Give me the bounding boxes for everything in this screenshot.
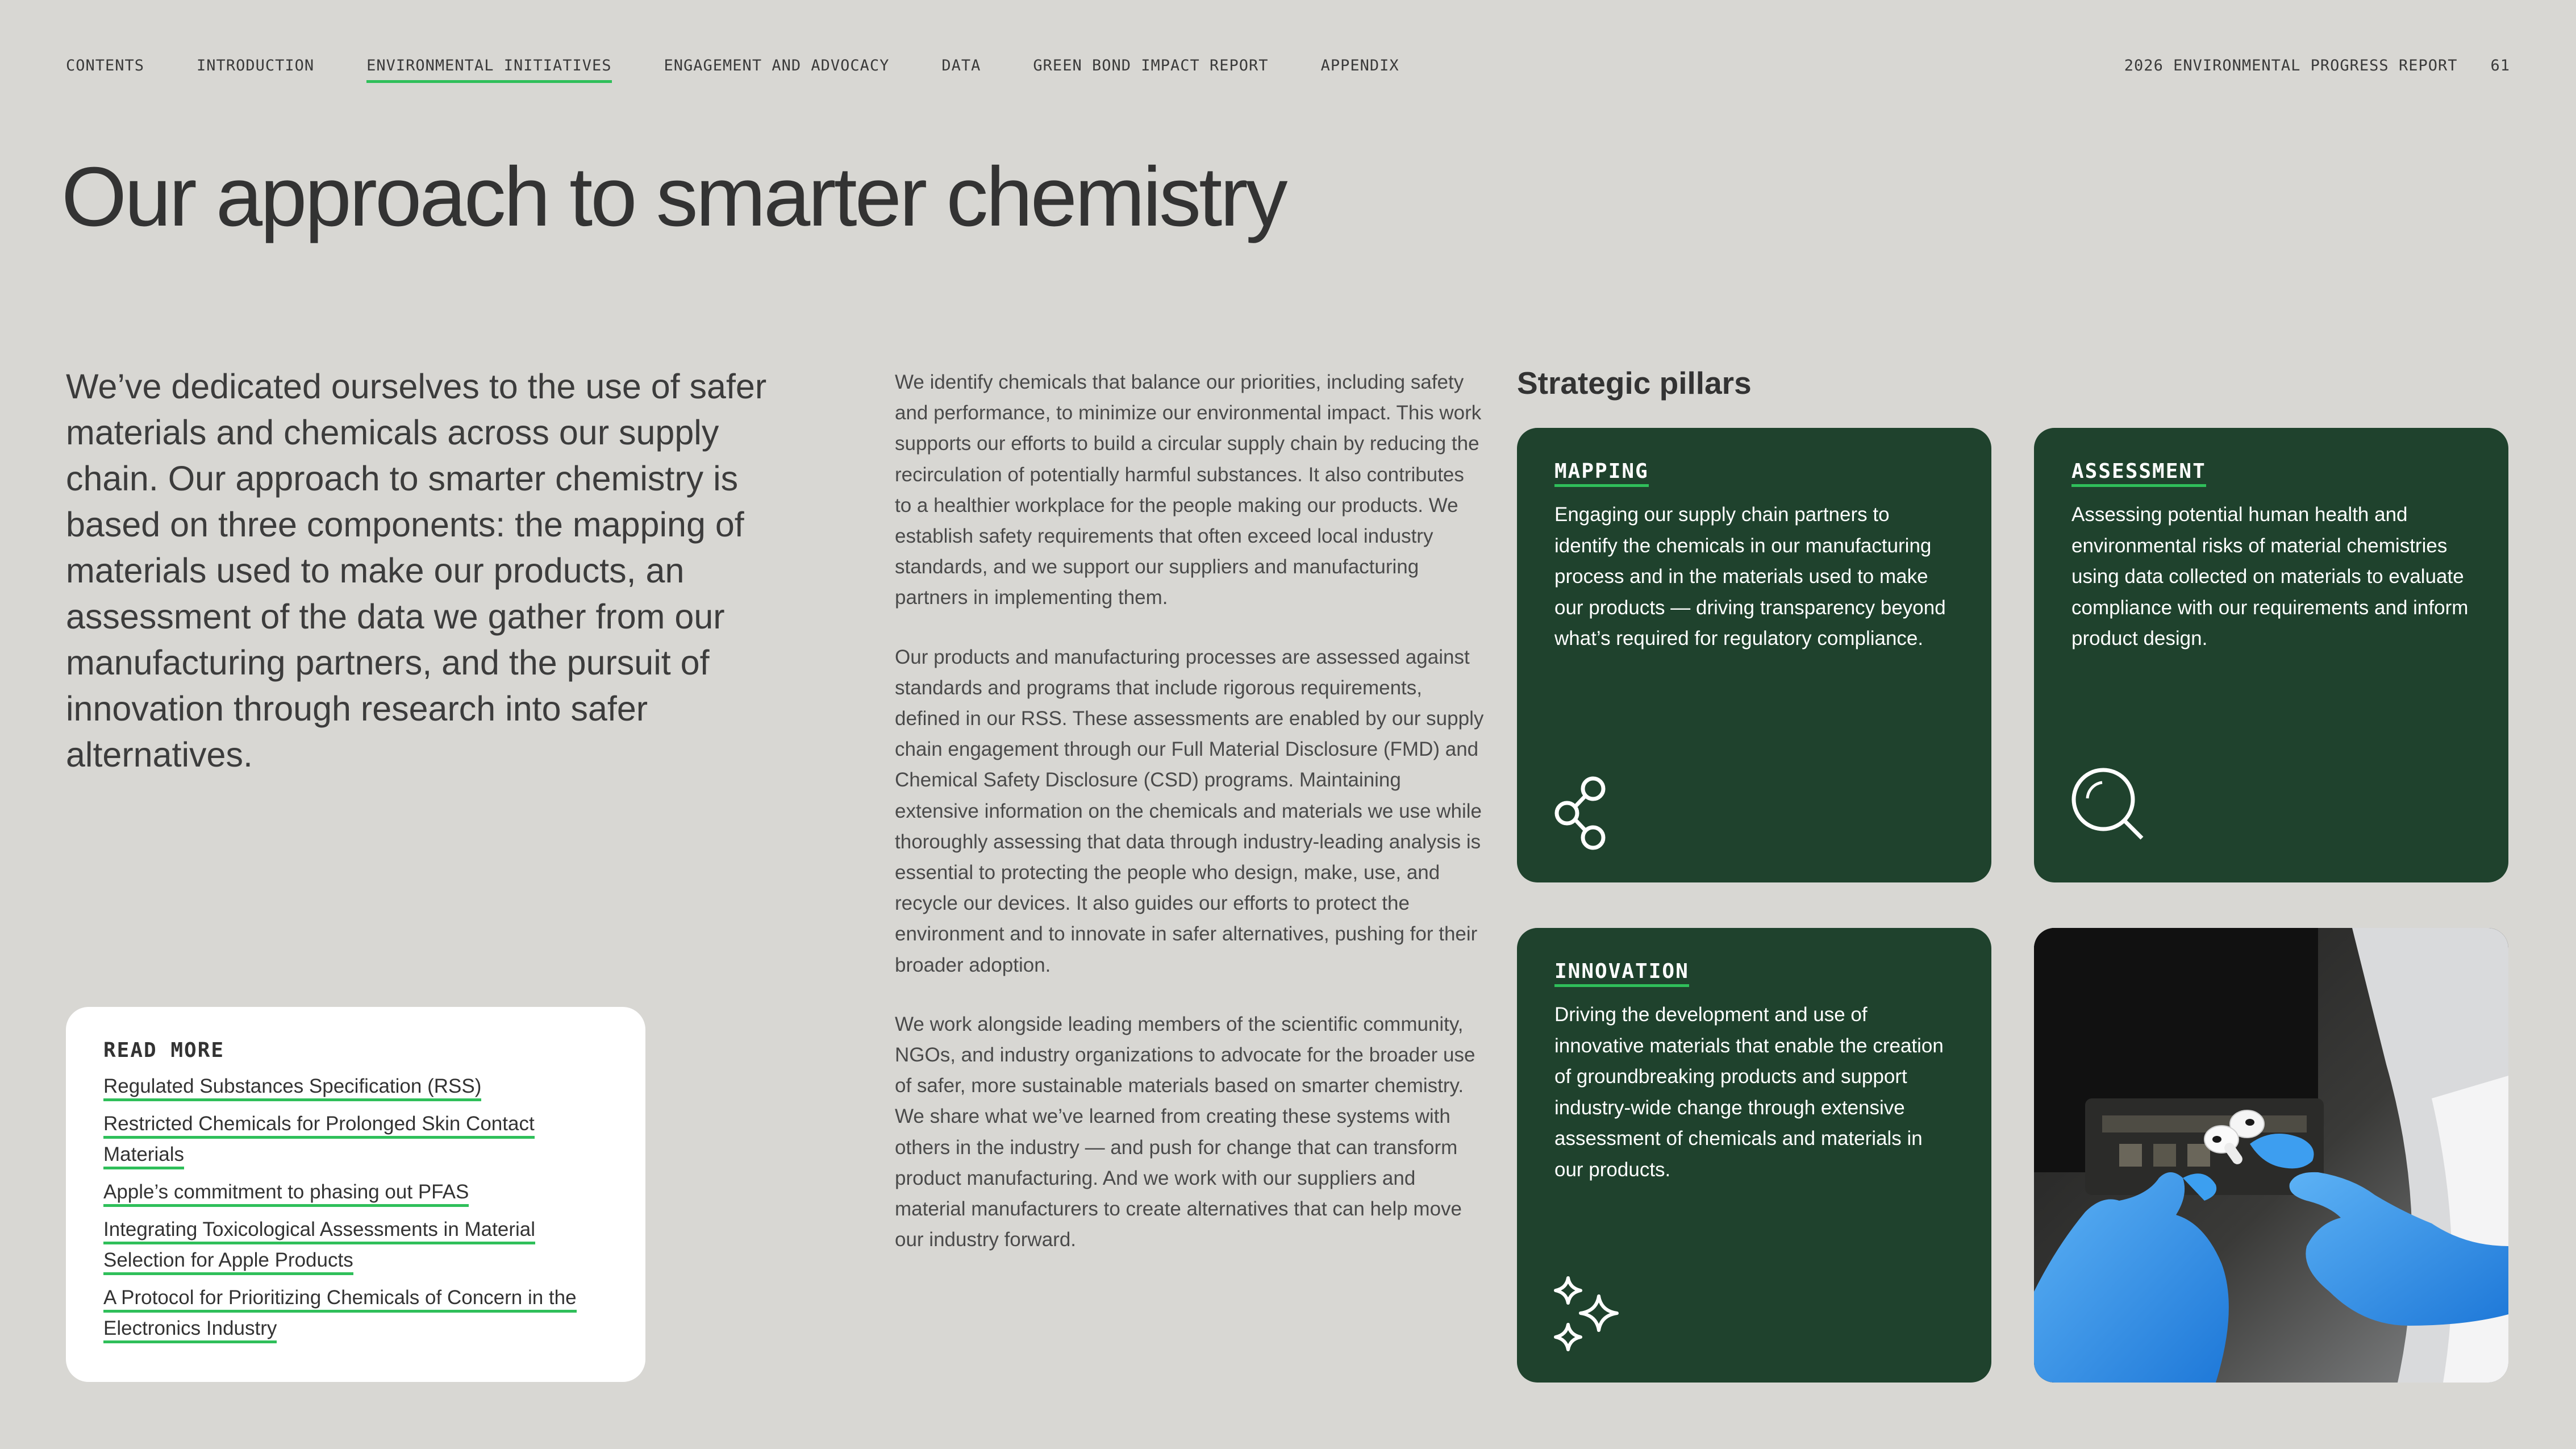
read-more-title: READ MORE xyxy=(103,1039,225,1062)
read-more-card xyxy=(66,1007,645,1382)
nav-green-bond-impact-report[interactable]: GREEN BOND IMPACT REPORT xyxy=(1033,57,1269,74)
pillars-heading: Strategic pillars xyxy=(1517,365,1752,401)
nav-data[interactable]: DATA xyxy=(941,57,981,74)
nav-introduction[interactable]: INTRODUCTION xyxy=(197,57,315,74)
magnifier-icon xyxy=(2069,765,2146,845)
link-restricted-chemicals[interactable] xyxy=(103,1109,608,1170)
link-label[interactable]: Integrating Toxicological Assessments in Material Selection for Apple Products xyxy=(103,1218,535,1275)
sparkles-icon xyxy=(1552,1276,1626,1355)
body-text xyxy=(895,367,1486,1284)
nav-contents[interactable]: CONTENTS xyxy=(66,57,145,74)
lead-paragraph: We’ve dedicated ourselves to the use of safer materials and chemicals across our supply chain. Our approach to smarter chemistry is based on three components: the mapping of materials used to make our products, an assessment of the data we gather from our manufacturing partners, and the pursuit of innovation through research into safer alternatives. xyxy=(66,367,767,774)
body-paragraph: We identify chemicals that balance our priorities, including safety and performance, to minimize our environmental impact. This work supports our efforts to build a circular supply chain by reducing the recirculation of potentially harmful substances. It also contributes to a healthier workplace for the people making our products. We establish safety requirements that often exceed local industry standards, and we support our suppliers and manufacturing partners in implementing them. xyxy=(895,371,1482,609)
pillar-card-innovation xyxy=(1517,928,1991,1383)
pillar-title: INNOVATION xyxy=(1554,960,1689,987)
pillar-card-assessment xyxy=(2034,428,2508,882)
nav-appendix[interactable]: APPENDIX xyxy=(1320,57,1399,74)
report-title: 2026 ENVIRONMENTAL PROGRESS REPORT xyxy=(2124,57,2458,74)
pillar-description: Assessing potential human health and environmental risks of material chemistries using data collected on materials to evaluate compliance with our requirements and inform product design. xyxy=(2071,503,2469,649)
page-number: 61 xyxy=(2490,57,2510,74)
link-pfas-commitment[interactable] xyxy=(103,1177,608,1208)
body-paragraph: We work alongside leading members of the scientific community, NGOs, and industry organizations to advocate for the broader use of safer, more sustainable materials based on smarter chemistry. We share what we’ve learned from creating these systems with others in the industry — and push for change that can transform product manufacturing. And we work with our suppliers and material manufacturers to create alternatives that can help move our industry forward. xyxy=(895,1013,1475,1251)
pillar-title: ASSESSMENT xyxy=(2071,460,2206,487)
body-paragraph: Our products and manufacturing processes are assessed against standards and programs that include rigorous requirements, defined in our RSS. These assessments are enabled by our supply chain engagement through our Full Material Disclosure (FMD) and Chemical Safety Disclosure (CSD) programs. Maintaining extensive information on the chemicals and materials we use while thoroughly assessing that data through industry-leading analysis is essential to protecting the people who design, make, use, and recycle our devices. It also guides our efforts to protect the environment and to innovate in safer alternatives, pushing for their broader adoption. xyxy=(895,646,1484,976)
top-navigation xyxy=(66,57,2510,91)
link-label[interactable]: A Protocol for Prioritizing Chemicals of Concern in the Electronics Industry xyxy=(103,1286,577,1343)
link-label[interactable]: Restricted Chemicals for Prolonged Skin Contact Materials xyxy=(103,1113,535,1169)
link-toxicological-assessments[interactable] xyxy=(103,1214,608,1276)
share-nodes-icon xyxy=(1552,776,1615,853)
report-header xyxy=(2124,57,2510,74)
section-nav xyxy=(66,57,1452,83)
pillar-card-mapping xyxy=(1517,428,1991,882)
nav-engagement-and-advocacy[interactable]: ENGAGEMENT AND ADVOCACY xyxy=(664,57,890,74)
pillar-description: Driving the development and use of innovative materials that enable the creation of groundbreaking products and support industry-wide change through extensive assessment of chemicals and materials in our products. xyxy=(1554,1004,1944,1181)
link-rss[interactable] xyxy=(103,1071,608,1102)
link-prioritizing-protocol[interactable] xyxy=(103,1283,608,1344)
nav-environmental-initiatives[interactable]: ENVIRONMENTAL INITIATIVES xyxy=(366,57,611,83)
photo-gloved-hands-earbuds xyxy=(2034,928,2508,1383)
link-label[interactable]: Regulated Substances Specification (RSS) xyxy=(103,1075,481,1101)
pillar-title: MAPPING xyxy=(1554,460,1649,487)
page-title: Our approach to smarter chemistry xyxy=(61,150,1286,244)
pillar-description: Engaging our supply chain partners to identify the chemicals in our manufacturing process and in the materials used to make our products — driving transparency beyond what’s required for regulatory compliance. xyxy=(1554,503,1946,649)
link-label[interactable]: Apple’s commitment to phasing out PFAS xyxy=(103,1181,469,1207)
